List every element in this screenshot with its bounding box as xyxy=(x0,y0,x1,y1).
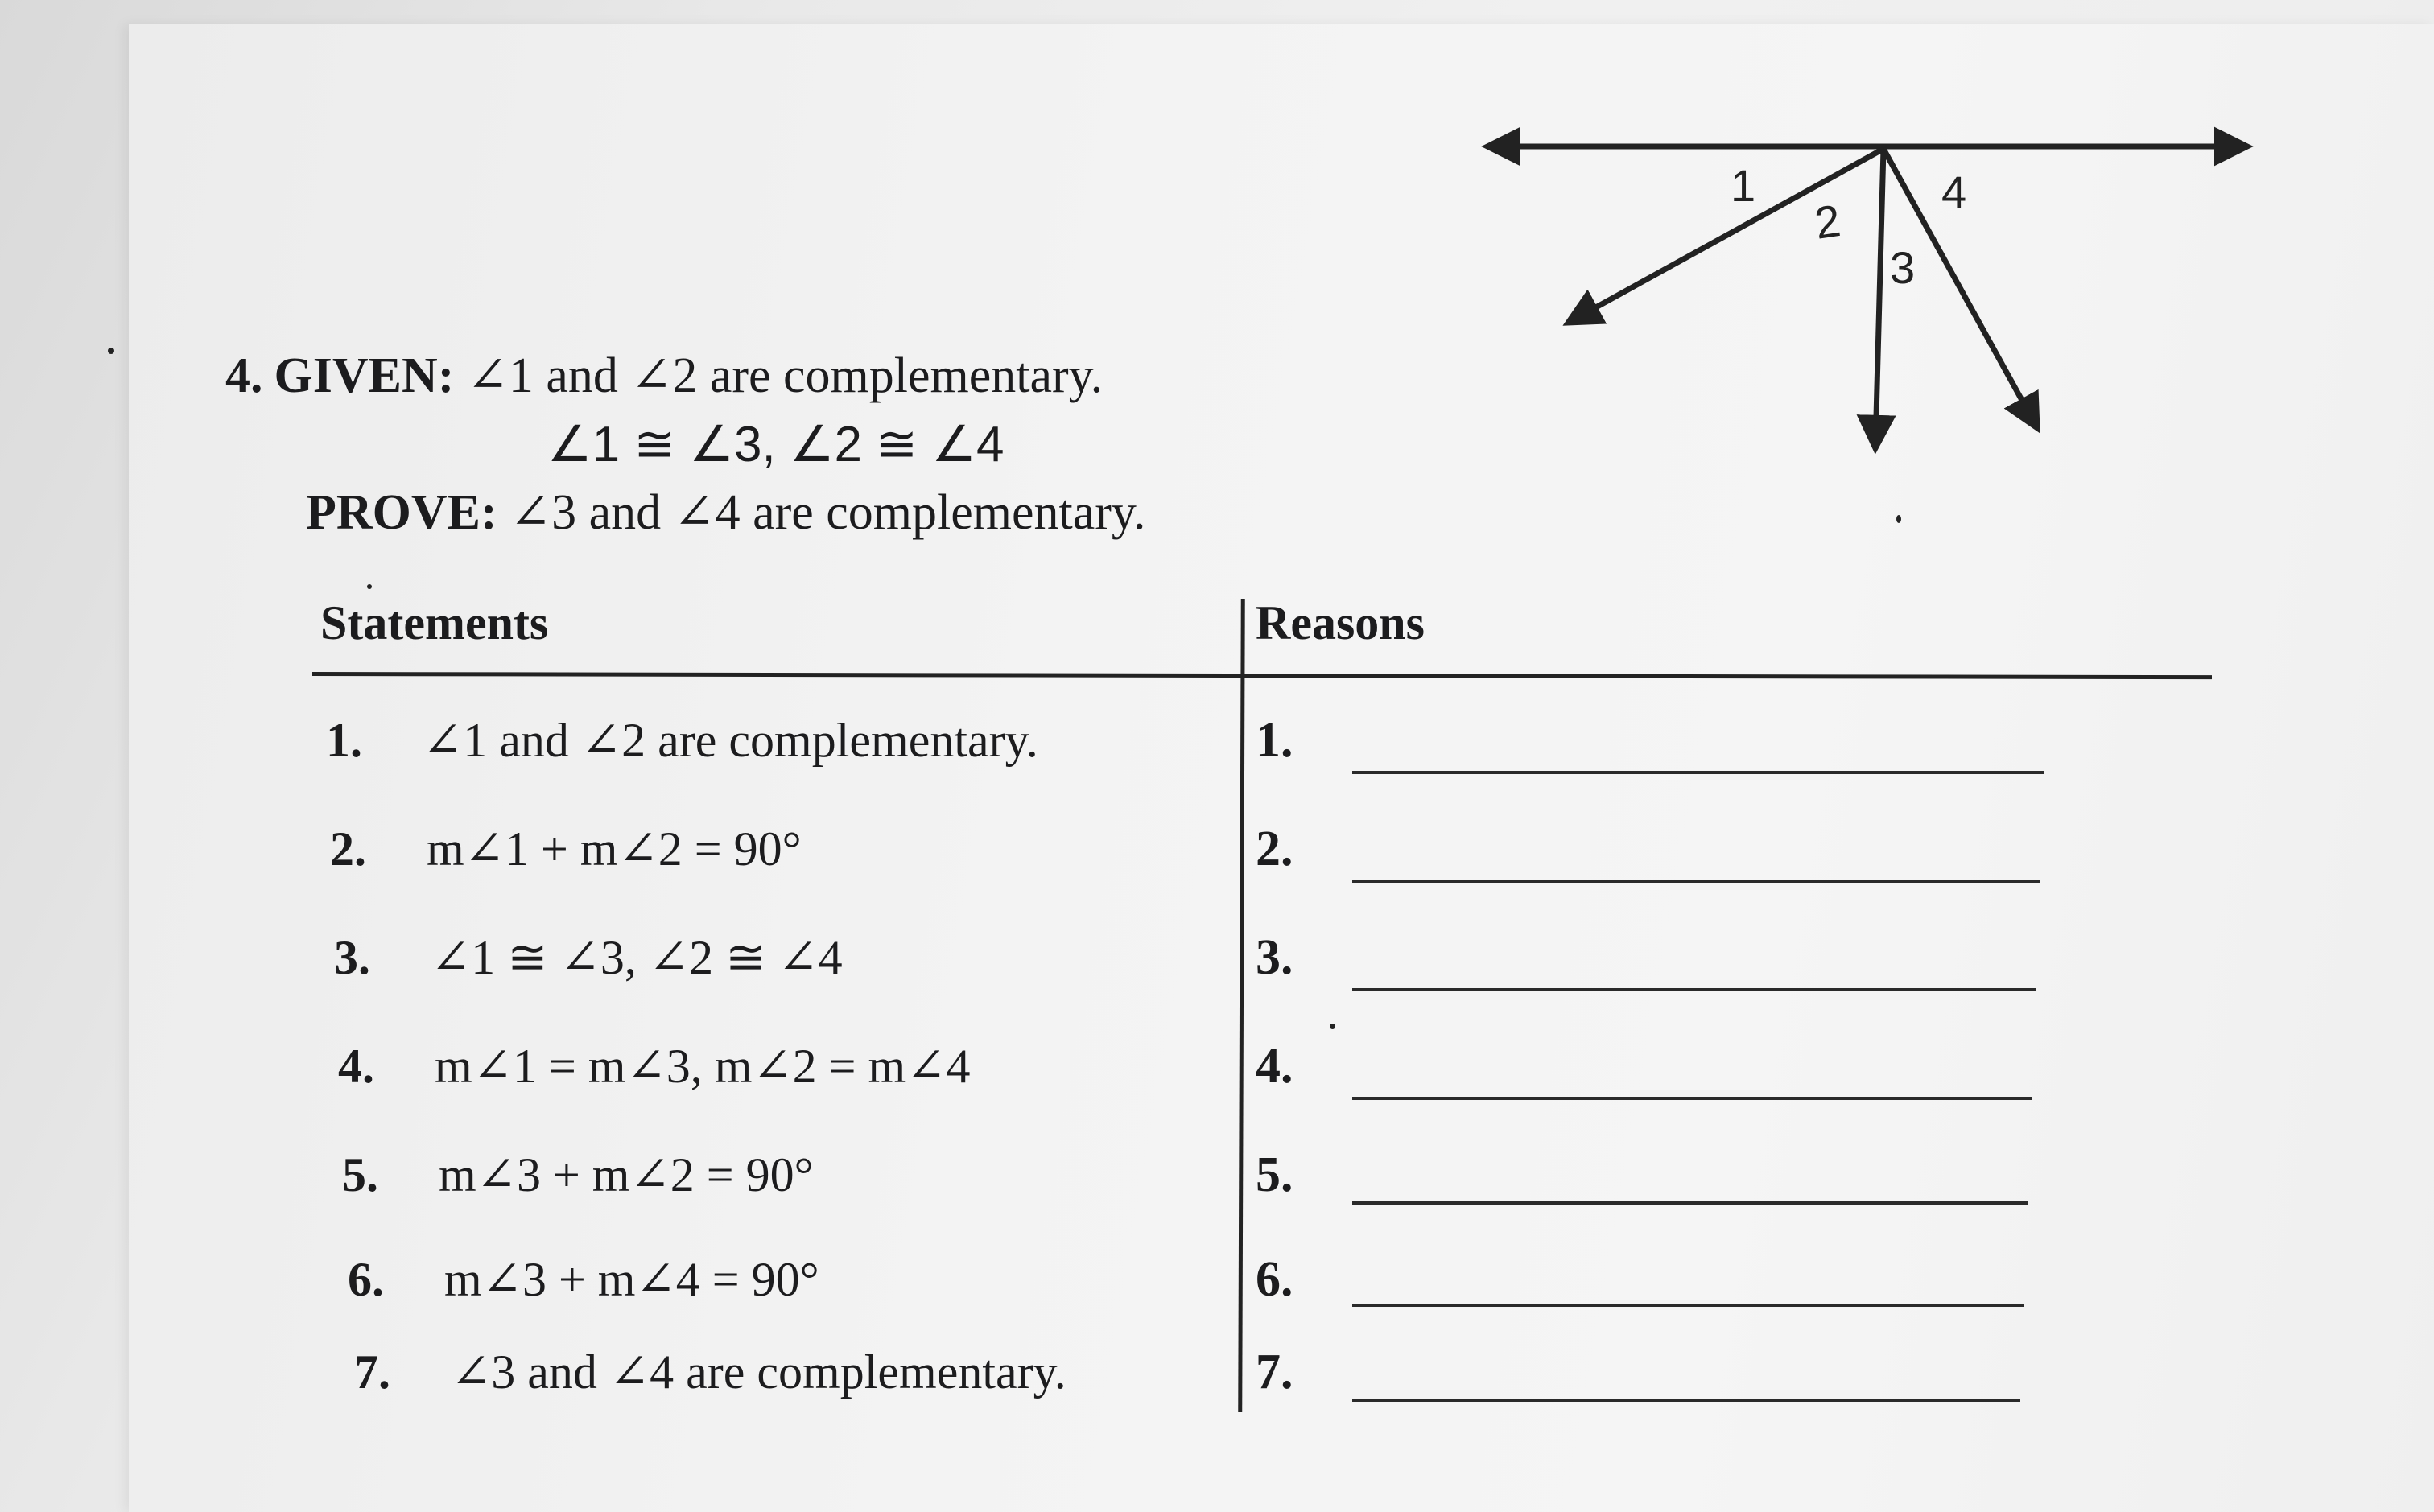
angle-label-1: 1 xyxy=(1731,160,1756,211)
reason-number-6: 6. xyxy=(1256,1252,1293,1307)
statement-row-2 xyxy=(330,821,802,877)
statement-number: 4. xyxy=(338,1040,374,1093)
reason-number-5: 5. xyxy=(1256,1147,1293,1202)
statement-number: 5. xyxy=(342,1148,378,1201)
statement-row-7 xyxy=(354,1344,1066,1400)
given-line xyxy=(225,342,1103,410)
statement-text: ∠1 ≅ ∠3, ∠2 ≅ ∠4 xyxy=(431,931,843,984)
reason-number-4: 4. xyxy=(1256,1039,1293,1094)
reason-blank-4[interactable] xyxy=(1352,1097,2032,1100)
statement-text: m∠3 + m∠2 = 90° xyxy=(439,1148,814,1201)
statement-row-3 xyxy=(334,929,843,986)
ray-down xyxy=(1875,149,1883,447)
statement-number: 1. xyxy=(326,714,362,767)
statement-text: ∠3 and ∠4 are complementary. xyxy=(451,1345,1066,1399)
statement-text: m∠3 + m∠4 = 90° xyxy=(444,1253,819,1306)
reason-blank-6[interactable] xyxy=(1352,1304,2024,1307)
reason-blank-3[interactable] xyxy=(1352,988,2036,991)
statement-row-5 xyxy=(342,1147,814,1203)
statement-text: m∠1 = m∠3, m∠2 = m∠4 xyxy=(435,1040,971,1093)
reasons-header: Reasons xyxy=(1256,596,1425,649)
given-text: ∠1 and ∠2 are complementary. xyxy=(466,348,1104,403)
statement-number: 6. xyxy=(348,1253,384,1306)
statement-text: m∠1 + m∠2 = 90° xyxy=(427,822,802,875)
stray-dot xyxy=(1330,1024,1335,1029)
reason-number-1: 1. xyxy=(1256,713,1293,768)
statement-row-4 xyxy=(338,1038,970,1094)
statement-text: ∠1 and ∠2 are complementary. xyxy=(423,714,1038,767)
prove-text: ∠3 and ∠4 are complementary. xyxy=(509,485,1146,540)
prove-line xyxy=(306,479,1145,546)
stray-dot xyxy=(367,584,372,589)
angle-label-4: 4 xyxy=(1941,167,1967,217)
statement-number: 3. xyxy=(334,931,370,984)
reason-blank-1[interactable] xyxy=(1352,771,2044,774)
reason-number-7: 7. xyxy=(1256,1345,1293,1399)
statement-row-1 xyxy=(326,712,1038,768)
statement-number: 7. xyxy=(354,1345,390,1399)
reason-blank-5[interactable] xyxy=(1352,1201,2028,1205)
reason-blank-2[interactable] xyxy=(1352,880,2040,883)
statement-row-6 xyxy=(348,1251,819,1308)
prove-label: PROVE: xyxy=(306,485,497,540)
statement-number: 2. xyxy=(330,822,366,875)
reason-number-2: 2. xyxy=(1256,822,1293,876)
given-congruence: ∠1 ≅ ∠3, ∠2 ≅ ∠4 xyxy=(547,417,1005,472)
statements-header: Statements xyxy=(320,596,549,649)
given-label: GIVEN: xyxy=(274,348,455,403)
angle-label-2: 2 xyxy=(1811,195,1844,249)
margin-dot xyxy=(108,348,114,354)
stray-dot xyxy=(1896,515,1901,523)
angle-label-3: 3 xyxy=(1890,242,1916,293)
problem-number: 4. xyxy=(225,348,263,403)
reason-blank-7[interactable] xyxy=(1352,1399,2020,1402)
reason-number-3: 3. xyxy=(1256,930,1293,985)
